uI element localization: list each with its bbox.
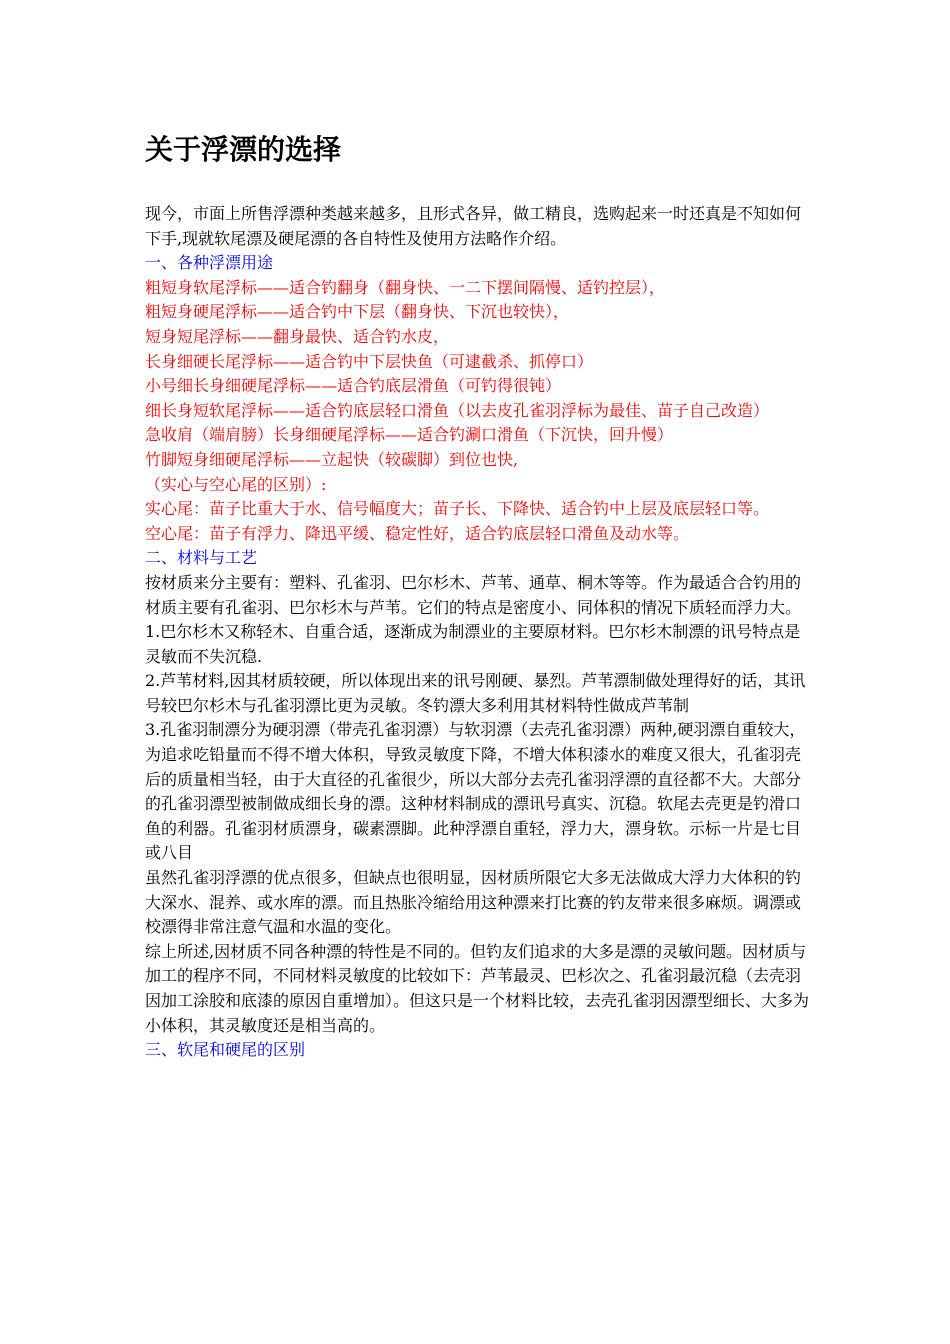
paragraph: 小号细长身细硬尾浮标——适合钓底层滑鱼（可钓得很钝） xyxy=(145,376,562,396)
paragraph: （实心与空心尾的区别）: xyxy=(145,474,327,494)
paragraph: 3.孔雀羽制漂分为硬羽漂（带壳孔雀羽漂）与软羽漂（去壳孔雀羽漂）两种,硬羽漂自重较大，为追求吃铅量而不得不增大体积，导致灵敏度下降，不增大体积漆水的难度又很大，孔雀羽壳后的质量相当轻，由于大直径的孔雀很少，所以大部分去壳孔雀羽浮漂的直径都不大。大部分的孔雀羽漂型被制做成细长身的漂。这种材料制成的漂讯号真实、沉稳。软尾去壳更是钓滑口鱼的利器。孔雀羽材质漂身，碳素漂脚。此种浮漂自重轻，浮力大，漂身软。示标一片是七目或八目 xyxy=(145,720,806,863)
paragraph: 竹脚短身细硬尾浮标——立起快（较碳脚）到位也快, xyxy=(145,449,519,469)
paragraph: 虽然孔雀羽浮漂的优点很多，但缺点也很明显，因材质所限它大多无法做成大浮力大体积的钓大深水、混养、或水库的漂。而且热胀冷缩给用这种漂来打比赛的钓友带来很多麻烦。调漂或校漂得非常注意气温和水温的变化。 xyxy=(145,868,802,937)
paragraph: 2.芦苇材料,因其材质较硬，所以体现出来的讯号刚硬、暴烈。芦苇漂制做处理得好的话，其讯号较巴尔杉木与孔雀羽漂比更为灵敏。冬钓漂大多利用其材料特性做成芦苇制 xyxy=(145,671,806,715)
paragraph: 综上所述,因材质不同各种漂的特性是不同的。但钓友们追求的大多是漂的灵敏问题。因材质与加工的程序不同，不同材料灵敏度的比较如下：芦苇最灵、巴杉次之、孔雀羽最沉稳（去壳羽因加工涂胶和底漆的原因自重增加）。但这只是一个材料比较，去壳孔雀羽因漂型细长、大多为小体积，其灵敏度还是相当高的。 xyxy=(145,941,810,1035)
section-heading: 二、材料与工艺 xyxy=(145,548,258,568)
paragraph: 粗短身硬尾浮标——适合钓中下层（翻身快、下沉也较快）， xyxy=(145,302,570,322)
paragraph: 细长身短软尾浮标——适合钓底层轻口滑鱼（以去皮孔雀羽浮标为最佳、苗子自己改造） xyxy=(145,400,770,420)
paragraph: 1.巴尔杉木又称轻木、自重合适，逐渐成为制漂业的主要原材料。巴尔杉木制漂的讯号特点是灵敏而不失沉稳. xyxy=(145,622,801,666)
paragraph: 急收肩（端肩膀）长身细硬尾浮标——适合钓涮口滑鱼（下沉快，回升慢） xyxy=(145,425,674,445)
document-body xyxy=(145,202,810,1063)
section-heading: 三、软尾和硬尾的区别 xyxy=(145,1040,306,1060)
paragraph: 粗短身软尾浮标——适合钓翻身（翻身快、一二下摆间隔慢、适钓控层）， xyxy=(145,277,666,297)
paragraph: 空心尾：苗子有浮力、降迅平缓、稳定性好，适合钓底层轻口滑鱼及动水等。 xyxy=(145,523,690,543)
paragraph: 按材质来分主要有：塑料、孔雀羽、巴尔杉木、芦苇、通草、桐木等等。作为最适合合钓用的材质主要有孔雀羽、巴尔杉木与芦苇。它们的特点是密度小、同体积的情况下质轻而浮力大。 xyxy=(145,572,802,617)
document-title: 关于浮漂的选择 xyxy=(145,133,342,166)
paragraph: 实心尾：苗子比重大于水、信号幅度大；苗子长、下降快、适合钓中上层及底层轻口等。 xyxy=(145,499,770,519)
document-page xyxy=(145,130,810,1063)
paragraph: 长身细硬长尾浮标——适合钓中下层快鱼（可逮截杀、抓停口） xyxy=(145,351,594,371)
section-heading: 一、各种浮漂用途 xyxy=(145,253,274,273)
paragraph: 短身短尾浮标——翻身最快、适合钓水皮， xyxy=(145,326,450,346)
paragraph: 现今，市面上所售浮漂种类越来越多，且形式各异，做工精良，选购起来一时还真是不知如何下手,现就软尾漂及硬尾漂的各自特性及使用方法略作介绍。 xyxy=(145,204,802,248)
